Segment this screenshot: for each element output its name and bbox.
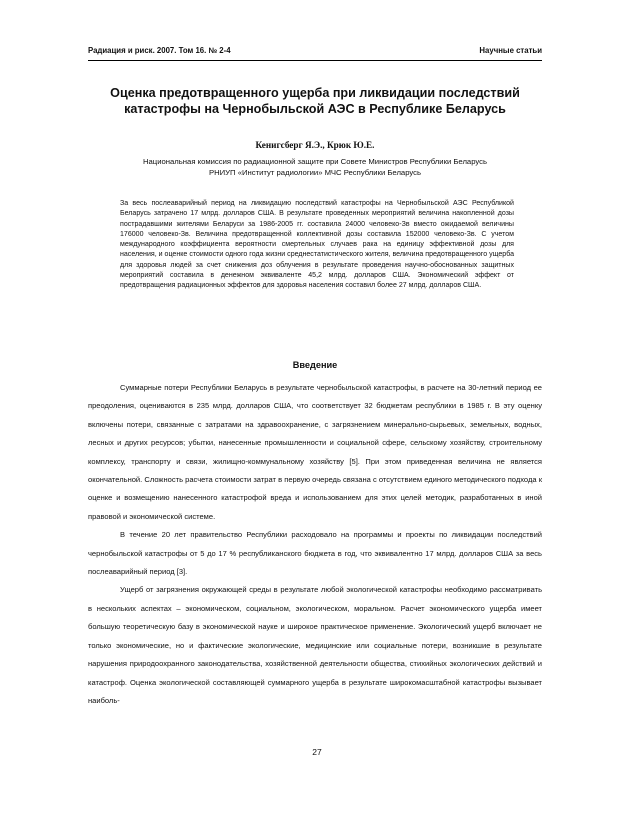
paragraph: В течение 20 лет правительство Республики расходовало на программы и проекты по ликвидации последствий чернобыльской катастрофы от 5 до 17 % республиканского бюджета в год, что эквивалентно 17 млрд. долларов США за весь послеаварийный период [3]. — [88, 530, 542, 577]
abstract: За весь послеаварийный период на ликвидацию последствий катастрофы на Чернобыльской АЭС Республикой Беларусь затрачено 17 млрд. долларов США. В результате проведенных мероприятий величина накопленной дозы пострадавшими жителями Беларуси за 1986-2005 гг. составила 24000 человеко-Зв вместо ожидаемой величины 176000 человеко-Зв. Величина предотвращенной коллективной дозы составила 152000 человеко-Зв. С учетом международного коэффициента вероятности смертельных случаев рака на единицу эффективной дозы для населения, и оценке стоимости одного года жизни среднестатистического жителя, величина предотвращенного ущерба для здоровья людей за счет снижения доз облучения в результате проведения научно-обоснованных защитных мероприятий составила в денежном эквиваленте 45,2 млрд. долларов США. Экономический эффект от предотвращения радиационных эффектов для здоровья населения составил более 27 млрд. долларов США. — [120, 200, 514, 290]
affiliation-2: РНИУП «Институт радиологии» МЧС Республики Беларусь — [208, 168, 422, 177]
journal-citation: Радиация и риск. 2007. Том 16. № 2-4 — [88, 46, 231, 55]
page-number: 27 — [312, 747, 322, 757]
affiliation-1: Национальная комиссия по радиационной защите при Совете Министров Республики Беларусь — [142, 157, 487, 166]
running-header — [88, 46, 542, 60]
article-title: Оценка предотвращенного ущерба при ликвидации последствий катастрофы на Чернобыльской АЭС в Республике Беларусь — [110, 86, 520, 116]
section-label: Научные статьи — [479, 46, 542, 55]
affiliations — [88, 156, 542, 178]
body-text — [88, 379, 542, 710]
paragraph: Суммарные потери Республики Беларусь в результате чернобыльской катастрофы, в расчете на 30-летний период ее преодоления, оцениваются в 235 млрд. долларов США, что соответствует 32 бюджетам республики в 1985 г. В эту оценку включены потери, связанные с затратами на здравоохранение, с загрязнением минерально-сырьевых, земельных, водных, лесных и других ресурсов; убытки, нанесенные промышленности и социальной сфере, сельскому хозяйству, строительному комплексу, транспорту и связи, жилищно-коммунальному хозяйству [5]. При этом приведенная величина не является окончательной. Сложность расчета стоимости затрат в первую очередь связана с отсутствием единого методического подхода к оценке и возмещению нанесенного катастрофой вреда и использованием для этих целей методик, разработанных в иной правовой и экономической системе. — [88, 383, 542, 521]
article-authors: Кенигсберг Я.Э., Крюк Ю.Е. — [255, 140, 375, 150]
header-divider — [88, 60, 542, 61]
section-heading: Введение — [292, 360, 338, 370]
paragraph: Ущерб от загрязнения окружающей среды в результате любой экологической катастрофы необходимо рассматривать в нескольких аспектах – экономическом, социальном, экологическом, моральном. Расчет экономического ущерба имеет большую теоретическую базу в экономической науке и широкое практическое применение. Экологический ущерб включает не только экономические, но и фактические экологические, медицинские или социальные потери, возникшие в результате нарушения природоохранного законодательства, хозяйственной деятельности общества, стихийных экологических действий и катастроф. Оценка экологической составляющей суммарного ущерба в результате широкомасштабной катастрофы вызывает наиболь- — [88, 585, 542, 705]
